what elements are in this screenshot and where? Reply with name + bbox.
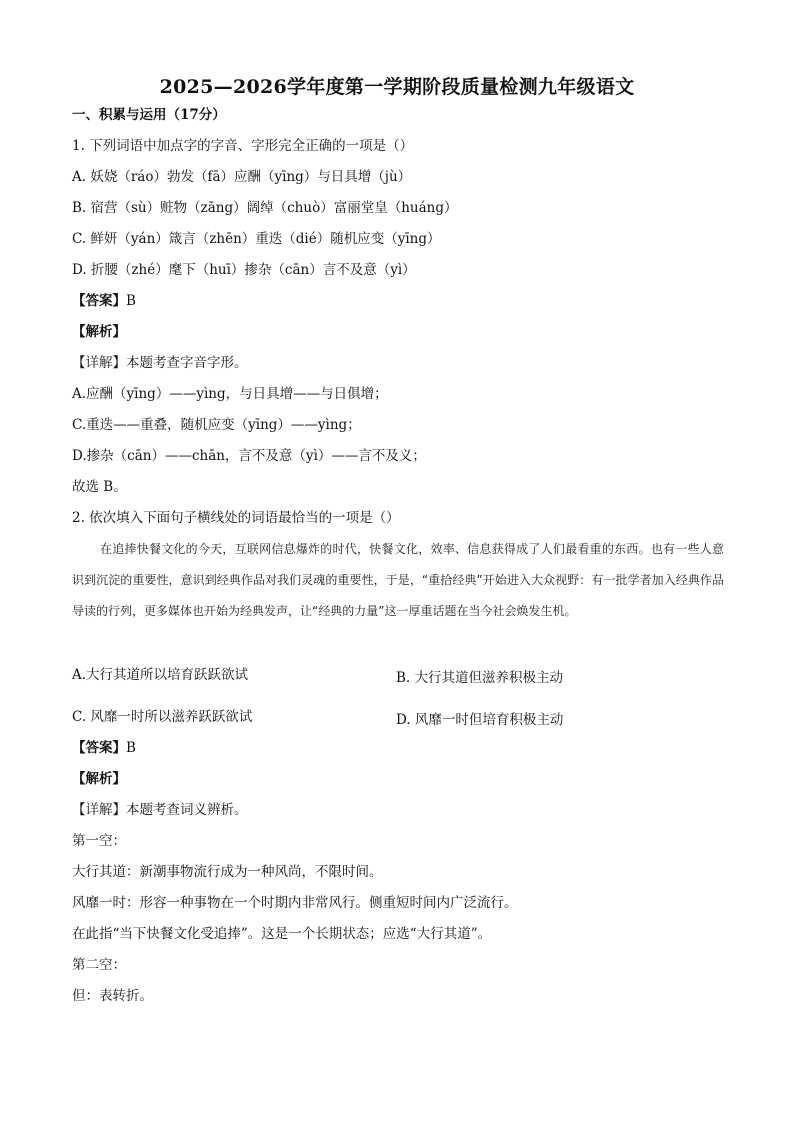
question-1-explanation-c: C.重迭——重叠，随机应变（yīng）——yìng； (72, 417, 361, 433)
question-1-option-b: B. 宿营（sù）赃物（zāng）阔绰（chuò）富丽堂皇（huáng） (72, 200, 458, 216)
question-1-explanation-a: A.应酬（yīng）——yìng，与日具增——与日俱增； (72, 386, 388, 402)
question-1-detail: 【详解】本题考查字音字形。 (72, 355, 248, 371)
passage-segment: ，效率、信息获得成了人们最看重 (418, 542, 602, 556)
answer-label: 【答案】 (72, 293, 126, 309)
question-2-def-3: 但：表转折。 (72, 988, 153, 1004)
question-2-option-a: A.大行其道所以培育跃跃欲试 (72, 667, 249, 683)
question-2-first-blank: 第一空： (72, 833, 126, 849)
passage-segment: 在追捧快餐文化的今天，互联网信息爆炸的时代，快餐文化 (100, 542, 419, 556)
question-2-stem: 2. 依次填入下面句子横线处的词语最恰当的一项是（） (72, 510, 400, 526)
question-2-context: 在此指“当下快餐文化受追捧”。这是一个长期状态；应选“大行其道”。 (72, 926, 492, 942)
passage-segment: 也有一些人意识到沉淀的重要性，意识到经典作品对我们灵魂 (72, 542, 724, 587)
question-1-answer (72, 292, 136, 310)
section-heading: 一、积累与运用（17分） (72, 107, 226, 123)
question-2-second-blank: 第二空： (72, 957, 126, 973)
question-1-conclusion: 故选 B。 (72, 479, 127, 495)
question-2-def-1: 大行其道：新潮事物流行成为一种风尚，不限时间。 (72, 864, 383, 880)
passage-segment: 的东西。 (601, 542, 651, 556)
question-2-passage (72, 534, 724, 627)
question-2-option-c: C. 风靡一时所以滋养跃跃欲试 (72, 709, 253, 725)
page-title: 2025—2026学年度第一学期阶段质量检测九年级语文 (159, 76, 635, 98)
passage-segment: 加入经典作品导读的行列，更多媒体也开始为经典发声， (72, 573, 724, 618)
question-1-option-d: D. 折腰（zhé）麾下（huī）掺杂（cān）言不及意（yì） (72, 262, 416, 278)
question-2-answer (72, 739, 136, 757)
passage-segment: 拾经典”开始进入大众视野：有一批学者 (440, 573, 652, 587)
question-1-option-c: C. 鲜妍（yán）箴言（zhēn）重迭（dié）随机应变（yīng） (72, 231, 441, 247)
question-2-option-b: B. 大行其道但滋养积极主动 (396, 670, 564, 686)
answer-label: 【答案】 (72, 740, 126, 756)
question-2-analysis-label: 【解析】 (72, 771, 126, 787)
question-1-option-a: A. 妖娆（ráo）勃发（fā）应酬（yīng）与日具增（jù） (72, 169, 412, 185)
question-2-def-2: 风靡一时：形容一种事物在一个时期内非常风行。侧重短时间内广泛流行。 (72, 895, 518, 911)
passage-segment: 让“经典的力量”这一厚重话题在当今社会焕发生机。 (300, 604, 577, 618)
passage-segment: 的重要性，于是，“重 (325, 573, 441, 587)
question-2-option-d: D. 风靡一时但培育积极主动 (396, 712, 564, 728)
question-1-explanation-d: D.掺杂（cān）——chān，言不及意（yì）——言不及义； (72, 448, 426, 464)
answer-value: B (126, 293, 136, 309)
question-2-detail: 【详解】本题考查词义辨析。 (72, 802, 248, 818)
question-1-analysis-label: 【解析】 (72, 324, 126, 340)
question-1-stem: 1. 下列词语中加点字的字音、字形完全正确的一项是（） (72, 138, 414, 154)
answer-value: B (126, 740, 136, 756)
